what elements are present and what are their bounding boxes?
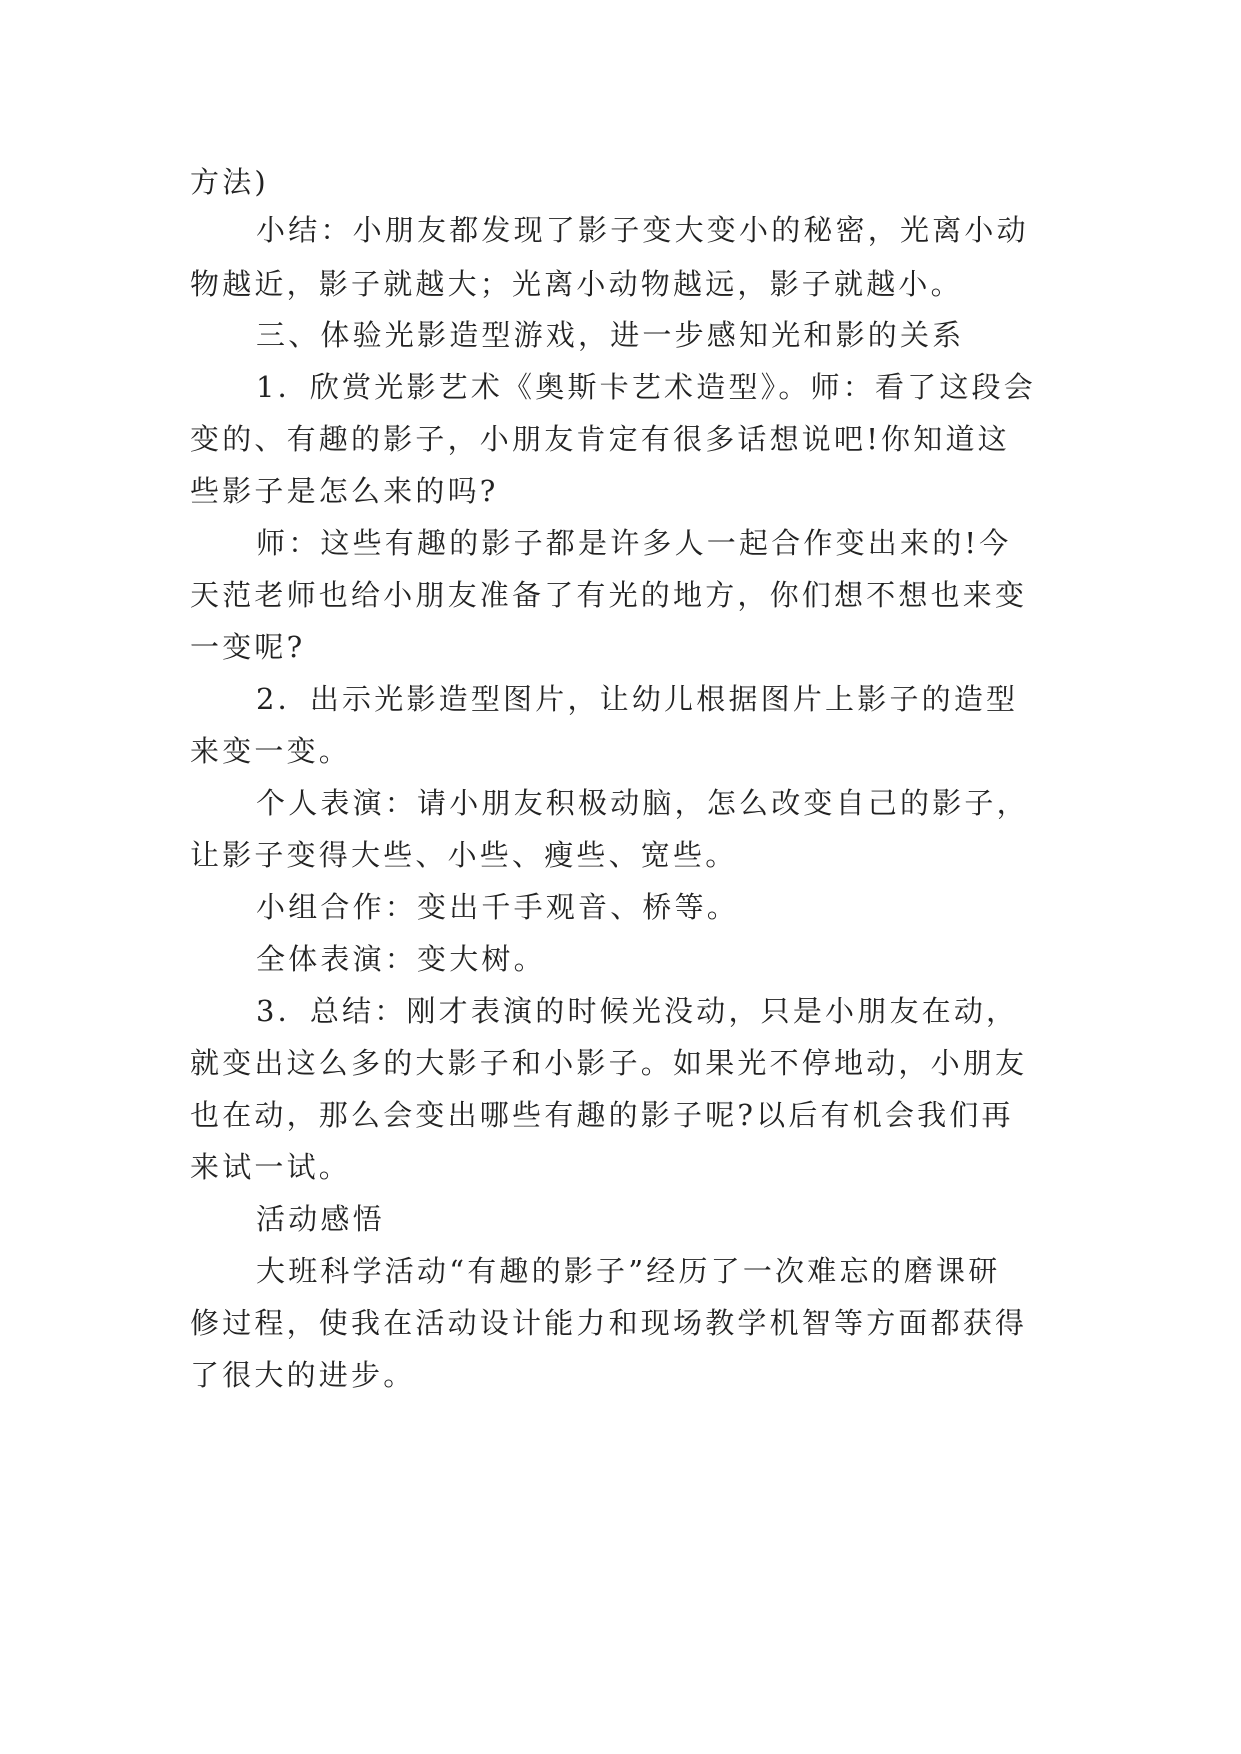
summary-paragraph-line: 小结：小朋友都发现了影子变大变小的秘密，光离小动 <box>256 213 1029 247</box>
teacher-paragraph-line: 一变呢? <box>190 630 306 664</box>
group-cooperation-line: 小组合作：变出千手观音、桥等。 <box>256 890 740 924</box>
solo-performance-line: 个人表演：请小朋友积极动脑，怎么改变自己的影子， <box>256 786 1029 820</box>
step-2-paragraph-line: 来变一变。 <box>190 734 352 768</box>
step-1-paragraph-line: 些影子是怎么来的吗? <box>190 474 499 508</box>
step-1-paragraph-line: 1．欣赏光影艺术《奥斯卡艺术造型》。师：看了这段会 <box>256 370 1036 404</box>
reflection-paragraph-line: 了很大的进步。 <box>190 1358 416 1392</box>
reflection-heading: 活动感悟 <box>256 1202 385 1236</box>
section-heading: 三、体验光影造型游戏，进一步感知光和影的关系 <box>256 318 965 352</box>
solo-performance-line: 让影子变得大些、小些、瘦些、宽些。 <box>190 838 738 872</box>
teacher-paragraph-line: 师：这些有趣的影子都是许多人一起合作变出来的!今 <box>256 526 1012 560</box>
summary-paragraph-line: 物越近，影子就越大；光离小动物越远，影子就越小。 <box>190 267 963 301</box>
whole-class-performance-line: 全体表演：变大树。 <box>256 942 546 976</box>
reflection-paragraph-line: 修过程，使我在活动设计能力和现场教学机智等方面都获得 <box>190 1306 1028 1340</box>
reflection-paragraph-line: 大班科学活动“有趣的影子”经历了一次难忘的磨课研 <box>256 1254 1001 1288</box>
step-1-paragraph-line: 变的、有趣的影子，小朋友肯定有很多话想说吧!你知道这 <box>190 422 1010 456</box>
step-3-paragraph-line: 也在动，那么会变出哪些有趣的影子呢?以后有机会我们再 <box>190 1098 1014 1132</box>
text-line: 方法) <box>190 165 269 199</box>
step-3-paragraph-line: 就变出这么多的大影子和小影子。如果光不停地动，小朋友 <box>190 1046 1028 1080</box>
step-2-paragraph-line: 2．出示光影造型图片，让幼儿根据图片上影子的造型 <box>256 682 1019 716</box>
step-3-paragraph-line: 3．总结：刚才表演的时候光没动，只是小朋友在动， <box>256 994 1019 1028</box>
teacher-paragraph-line: 天范老师也给小朋友准备了有光的地方，你们想不想也来变 <box>190 578 1028 612</box>
step-3-paragraph-line: 来试一试。 <box>190 1150 352 1184</box>
